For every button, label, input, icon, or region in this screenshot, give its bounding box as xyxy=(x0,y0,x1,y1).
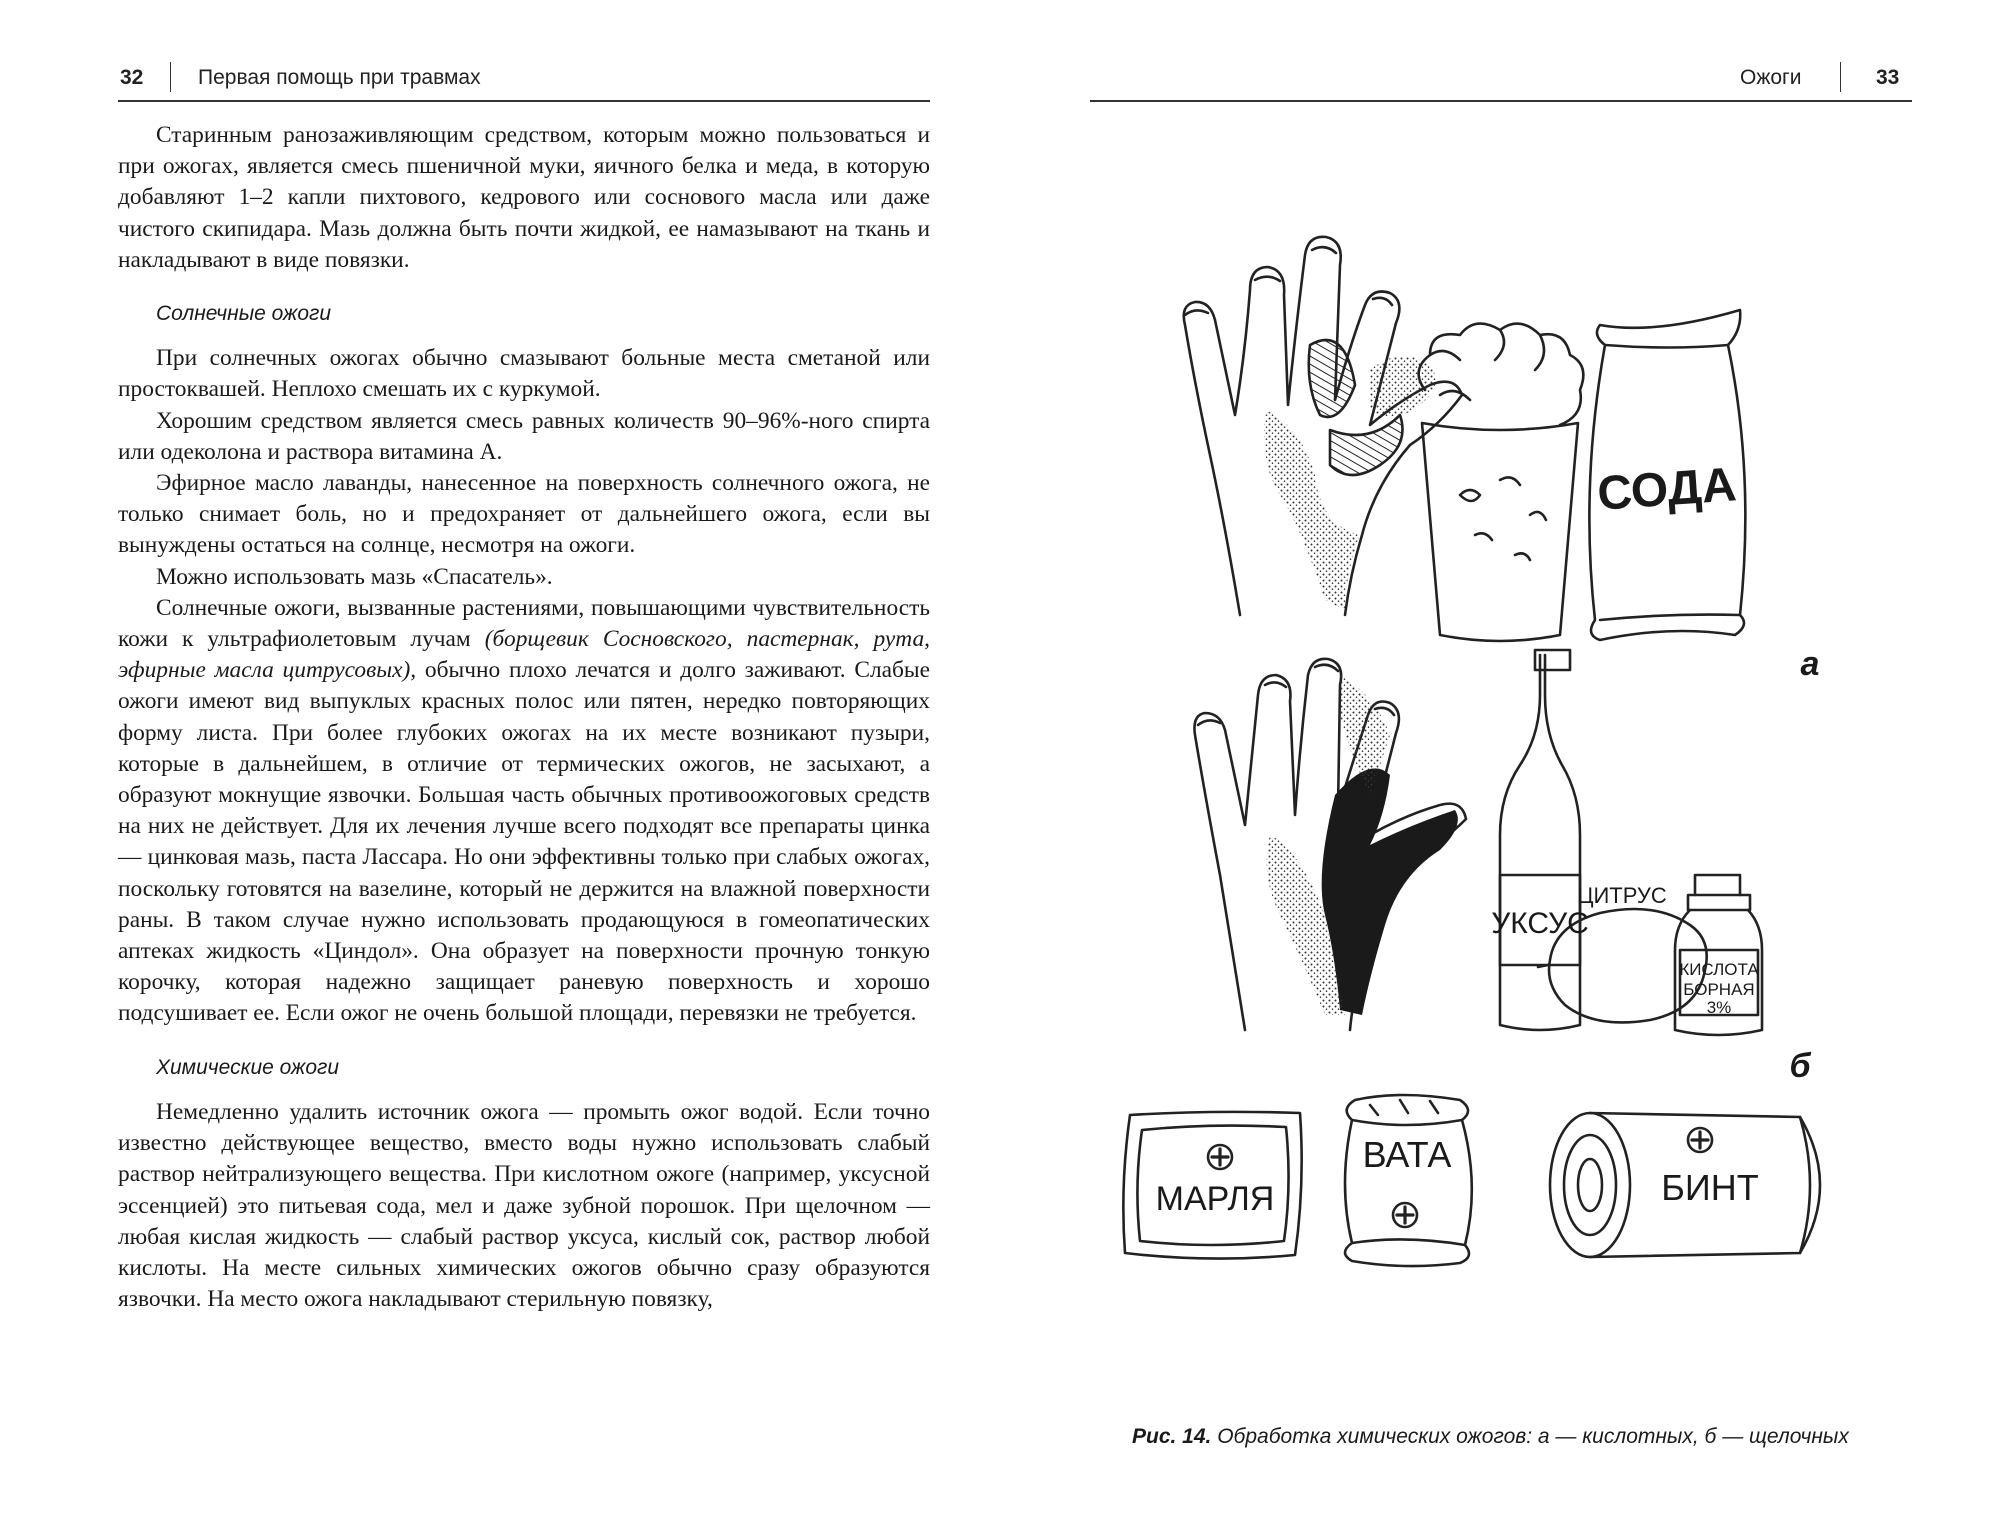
running-title-right: Ожоги xyxy=(1740,66,1802,89)
label-soda: СОДА xyxy=(1595,458,1739,521)
label-gauze: МАРЛЯ xyxy=(1155,1180,1275,1218)
running-title-left: Первая помощь при травмах xyxy=(198,66,481,89)
paragraph: Эфирное масло лаванды, нанесенное на поверхность солнечного ожога, не только снимает боль, но и предохраняет от дальнейшего ожога, если вы вынуждены остаться на солнце, несмотря на ожоги. xyxy=(118,470,930,559)
hand-alkali-burn-icon xyxy=(1194,650,1762,1035)
label-boric-1: КИСЛОТА xyxy=(1679,960,1759,979)
running-header-right xyxy=(1090,62,1912,102)
paragraph: Немедленно удалить источник ожога — промыть ожог водой. Если точно известно действующее вещество, вместо воды нужно использовать слабый раствор нейтрализующего вещества. При кислотном ожоге (например, уксусной эссенцией) это питьевая сода, мел и даже зубной порошок. При щелочном — любая кислая жидкость — слабый раствор уксуса, кислый сок, раствор любой кислоты. На месте сильных химических ожогов обычно сразу образуются язвочки. На место ожога накладывают стерильную повязку, xyxy=(118,1098,930,1313)
figure-14 xyxy=(1100,195,1920,1435)
label-panel-a: а xyxy=(1800,645,1820,683)
page-number-right: 33 xyxy=(1876,66,1900,89)
label-vinegar: УКСУС xyxy=(1491,907,1589,940)
italic-plant-list: (борщевик Сосновского, пастернак, рута, эфирные масла цитрусовых), xyxy=(118,626,930,684)
cup-powder-icon xyxy=(1419,324,1584,641)
running-header-left xyxy=(118,62,930,102)
paragraph: Хорошим средством является смесь равных количеств 90–96%-ного спирта или одеколона и раствора витамина А. xyxy=(118,407,930,465)
vinegar-bottle-icon xyxy=(1500,650,1580,1030)
text-run: обычно плохо лечатся и долго заживают. Слабые ожоги имеют вид выпуклых красных полос или пятен, нередко повторяющих форму листа. При более глубоких ожогах на их месте возникают пузыри, которые в дальнейшем, в отличие от термических ожогов, не засыхают, а образуют мокнущие язвочки. Большая часть обычных противоожоговых средств на них не действует. Для их лечения лучше всего подходят все препараты цинка — цинковая мазь, паста Лассара. Но они эффективны только при слабых ожогах, поскольку готовятся на вазелине, который не держится на влажной поверхности раны. В таком случае нужно использовать продающуюся в гомеопатических аптеках жидкость «Циндол». Она образует на поверхности прочную тонкую корочку, которая надежно защищает раневую поверхность и хорошо подсушивает ее. Если ожог не очень большой площади, перевязки не требуется. xyxy=(118,657,930,1027)
right-page xyxy=(1000,0,2000,1537)
page-number-left: 32 xyxy=(120,66,144,89)
subheading-sunburn: Солнечные ожоги xyxy=(156,302,332,326)
paragraph: Старинным ранозаживляющим средством, которым можно пользоваться и при ожогах, является смесь пшеничной муки, яичного белка и меда, в которую добавляют 1–2 капли пихтового, кедрового или соснового масла или даже чистого скипидара. Мазь должна быть почти жидкой, ее намазывают на ткань и накладывают в виде повязки. xyxy=(118,122,930,273)
header-separator xyxy=(1840,62,1841,92)
header-separator xyxy=(170,62,171,92)
label-panel-b: б xyxy=(1789,1047,1811,1085)
body-text xyxy=(118,120,930,1315)
label-citrus: ЦИТРУС xyxy=(1577,883,1667,908)
paragraph: При солнечных ожогах обычно смазывают больные места сметаной или простоквашей. Неплохо смешать их с куркумой. xyxy=(118,345,930,403)
label-boric-2: БОРНАЯ xyxy=(1683,980,1755,999)
figure-caption-text: Обработка химических ожогов: а — кислотных, б — щелочных xyxy=(1211,1425,1849,1448)
figure-number: Рис. 14. xyxy=(1132,1425,1212,1448)
figure-caption xyxy=(1132,1425,1912,1449)
label-bandage: БИНТ xyxy=(1661,1167,1759,1208)
paragraph: Можно использовать мазь «Спасатель». xyxy=(156,563,553,590)
label-boric-3: 3% xyxy=(1706,998,1732,1017)
label-cotton: ВАТА xyxy=(1362,1134,1452,1175)
hand-acid-burn-icon xyxy=(1184,237,1462,615)
paragraph xyxy=(118,593,930,1030)
cotton-pack-icon xyxy=(1345,1095,1472,1266)
text-run: Солнечные ожоги, вызванные растениями, повышающими чувствительность кожи к ультрафиолетовым лучам xyxy=(118,594,930,653)
subheading-chemical: Химические ожоги xyxy=(156,1055,340,1079)
